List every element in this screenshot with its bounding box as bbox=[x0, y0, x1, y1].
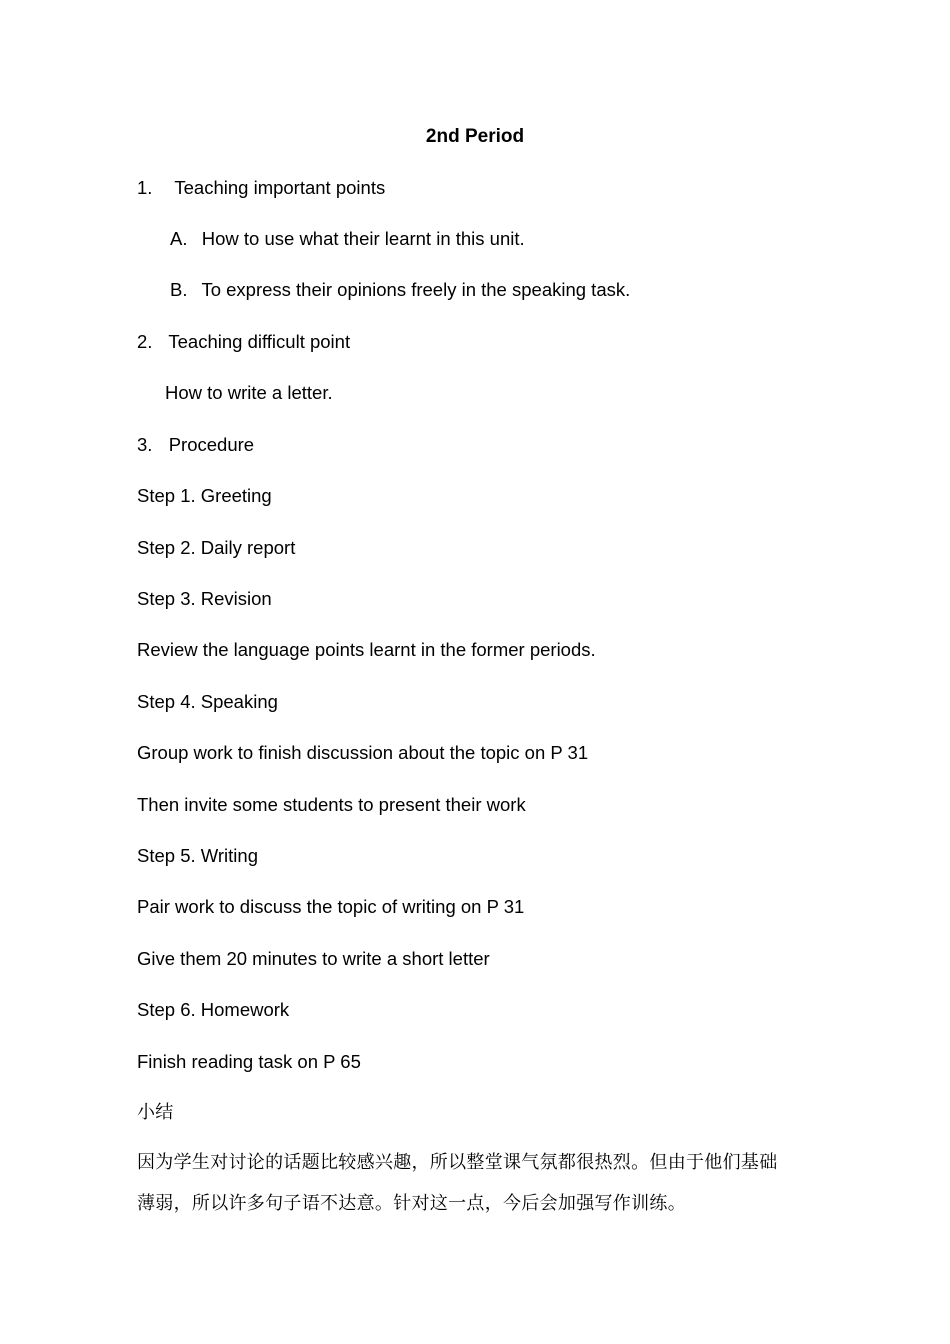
item-b-text: To express their opinions freely in the speaking task. bbox=[201, 279, 631, 300]
item-b-letter: B. bbox=[170, 279, 188, 300]
step-line: Step 4. Speaking bbox=[137, 691, 278, 712]
section-1-item-b bbox=[170, 279, 630, 301]
section-2-text: How to write a letter. bbox=[165, 382, 333, 403]
item-a-letter: A. bbox=[170, 228, 188, 249]
step-line: Step 5. Writing bbox=[137, 845, 258, 866]
section-1-heading-line bbox=[137, 177, 385, 199]
page-title: 2nd Period bbox=[425, 126, 525, 147]
section-3-number: 3. bbox=[137, 434, 153, 455]
section-3-heading: Procedure bbox=[168, 434, 255, 455]
step-line: Step 1. Greeting bbox=[137, 485, 272, 506]
section-3-heading-line bbox=[137, 434, 254, 456]
section-2-heading: Teaching difficult point bbox=[168, 331, 351, 352]
step-line: Step 3. Revision bbox=[137, 588, 272, 609]
step-detail-line: Review the language points learnt in the former periods. bbox=[137, 639, 596, 660]
item-a-text: How to use what their learnt in this unit. bbox=[201, 228, 525, 249]
section-1-heading: Teaching important points bbox=[174, 177, 386, 198]
step-detail-line: Pair work to discuss the topic of writing on P 31 bbox=[137, 896, 525, 917]
step-detail-line: Finish reading task on P 65 bbox=[137, 1051, 361, 1072]
step-line: Step 6. Homework bbox=[137, 999, 290, 1020]
section-1-number: 1. bbox=[137, 177, 153, 198]
summary-line: 因为学生对讨论的话题比较感兴趣，所以整堂课气氛都很热烈。但由于他们基础 bbox=[137, 1152, 778, 1173]
step-line: Step 2. Daily report bbox=[137, 537, 296, 558]
section-2-number: 2. bbox=[137, 331, 153, 352]
section-1-item-a bbox=[170, 228, 525, 250]
step-detail-line: Group work to finish discussion about the topic on P 31 bbox=[137, 742, 589, 763]
summary-heading: 小结 bbox=[137, 1102, 174, 1123]
step-detail-line: Then invite some students to present their work bbox=[137, 794, 526, 815]
section-2-heading-line bbox=[137, 331, 350, 353]
summary-line: 薄弱，所以许多句子语不达意。针对这一点，今后会加强写作训练。 bbox=[137, 1193, 686, 1214]
step-detail-line: Give them 20 minutes to write a short letter bbox=[137, 948, 490, 969]
